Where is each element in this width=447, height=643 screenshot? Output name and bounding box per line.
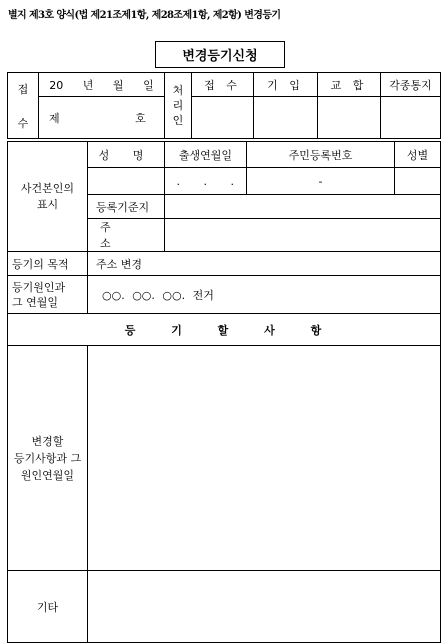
items-header: 등 기 할 사 항 xyxy=(8,314,441,346)
no-prefix: 제 xyxy=(49,111,60,125)
name-field[interactable] xyxy=(88,168,165,195)
id-field[interactable]: - xyxy=(247,168,395,195)
address-field[interactable] xyxy=(165,219,441,252)
month-label: 월 xyxy=(112,78,124,92)
birth-header: 출생연월일 xyxy=(165,142,247,168)
proof-stamp-cell[interactable] xyxy=(318,97,381,139)
cause-label: 등기원인과 그 연월일 xyxy=(8,276,88,314)
cause-value[interactable]: ○○. ○○. ○○. 전거 xyxy=(88,276,441,314)
col-entry: 기 입 xyxy=(254,73,318,97)
sex-header: 성별 xyxy=(395,142,441,168)
receipt-stamp-cell[interactable] xyxy=(192,97,254,139)
year-label: 년 xyxy=(82,78,94,92)
notice-stamp-cell[interactable] xyxy=(381,97,441,139)
col-proof: 교 합 xyxy=(318,73,381,97)
purpose-value[interactable]: 주소 변경 xyxy=(88,252,441,276)
receipt-number-cell[interactable] xyxy=(39,97,165,139)
change-field[interactable] xyxy=(88,346,441,571)
form-title: 변경등기신청 xyxy=(155,41,285,68)
registry-field[interactable] xyxy=(165,195,441,219)
day-label: 일 xyxy=(143,78,154,92)
col-notice: 각종통지 xyxy=(381,73,441,97)
col-receipt: 접 수 xyxy=(192,73,254,97)
birth-field[interactable]: . . . xyxy=(165,168,247,195)
receipt-label-cell: 접 수 xyxy=(8,73,39,139)
entry-stamp-cell[interactable] xyxy=(254,97,318,139)
id-header: 주민등록번호 xyxy=(247,142,395,168)
no-suffix: 호 xyxy=(135,111,146,125)
registry-label: 등록기준지 xyxy=(88,195,165,219)
purpose-label: 등기의 목적 xyxy=(8,252,88,276)
receipt-table xyxy=(7,72,441,139)
name-header: 성 명 xyxy=(88,142,165,168)
change-label: 변경할 등기사항과 그 원인연월일 xyxy=(8,346,88,571)
receipt-date-cell[interactable] xyxy=(39,73,165,97)
address-label: 주 소 xyxy=(88,219,165,252)
form-caption: 별지 제3호 양식(법 제21조제1항, 제28조제1항, 제2항) 변경등기 xyxy=(8,10,281,21)
process-label-cell: 처 리 인 xyxy=(165,73,192,139)
subject-section-label: 사건본인의 표시 xyxy=(8,142,88,252)
sex-field[interactable] xyxy=(395,168,441,195)
etc-field[interactable] xyxy=(88,571,441,643)
year-prefix: 20 xyxy=(49,78,64,92)
main-table xyxy=(7,141,441,643)
etc-label: 기타 xyxy=(8,571,88,643)
